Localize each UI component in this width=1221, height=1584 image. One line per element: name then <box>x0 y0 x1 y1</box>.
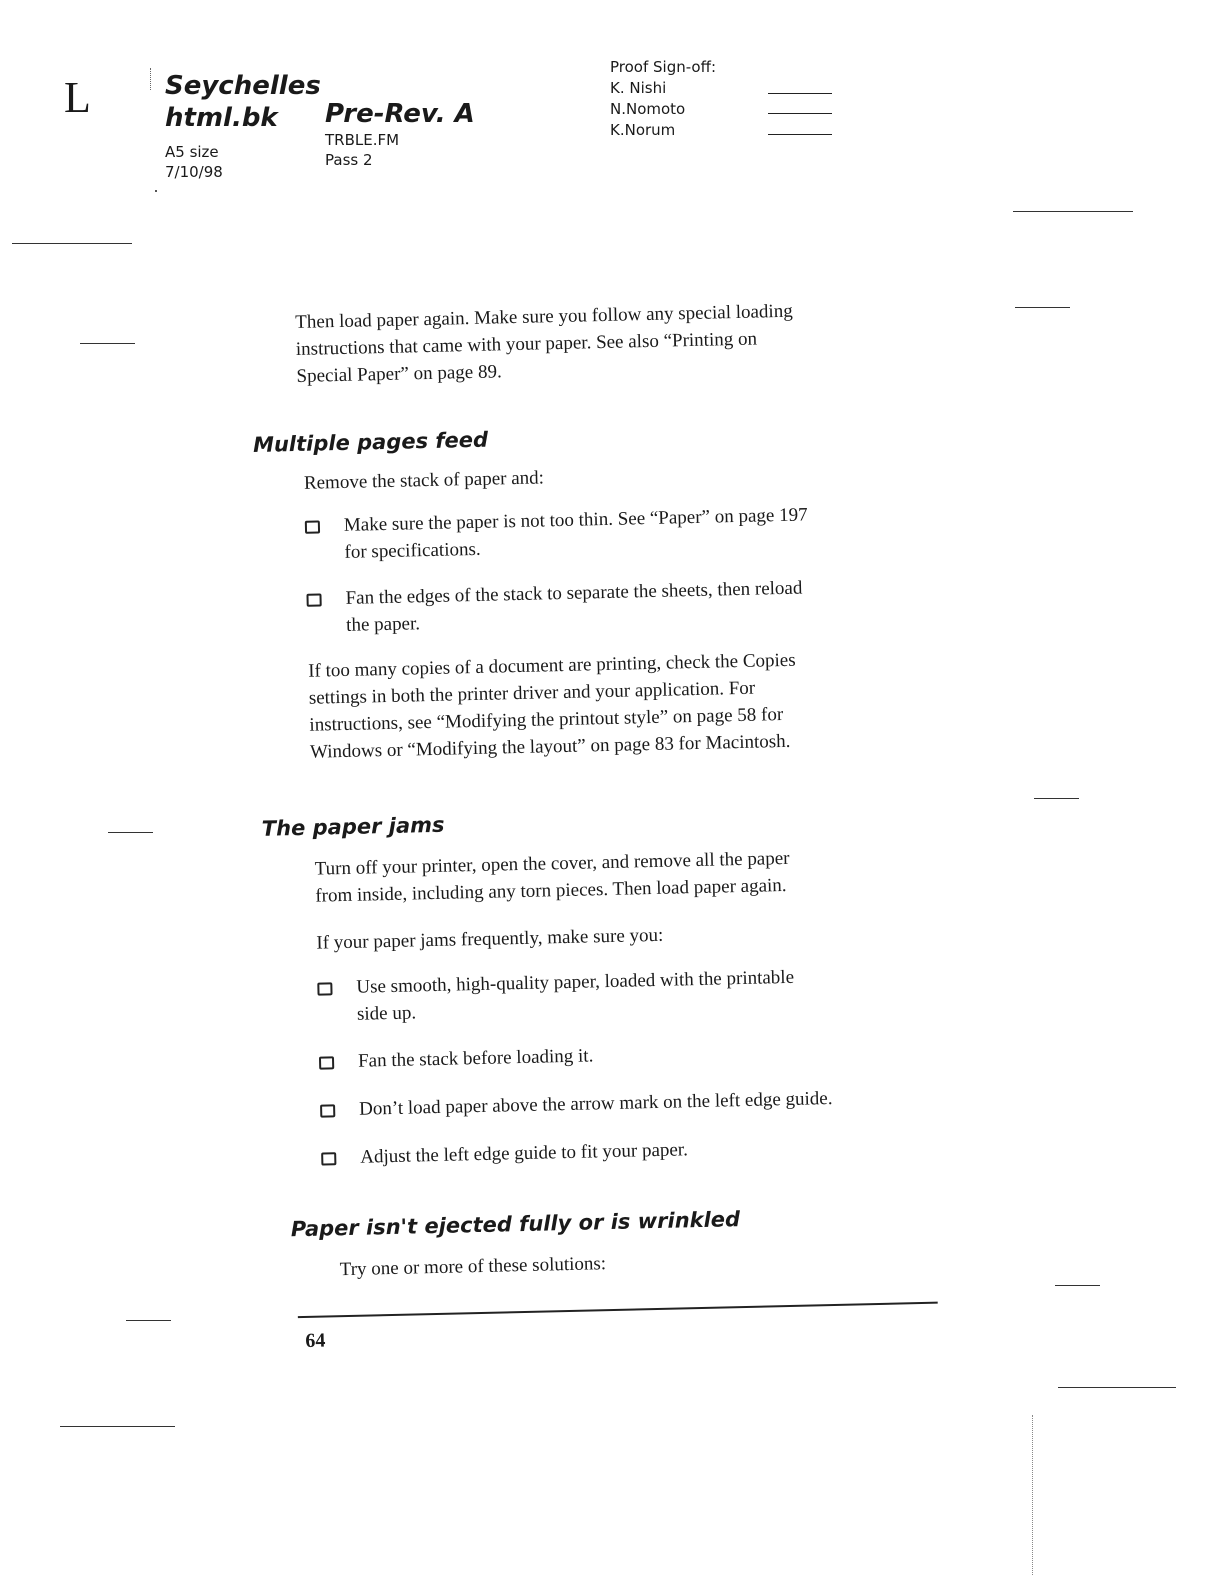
checkbox-bullet-icon <box>306 593 321 606</box>
dotted-mark <box>150 68 152 90</box>
margin-mark <box>60 1426 175 1427</box>
signoff-line-2 <box>768 113 832 114</box>
proof-signoff <box>610 57 716 141</box>
date: 7/10/98 <box>165 163 223 181</box>
page-number: 64 <box>305 1329 326 1353</box>
page-size: A5 size <box>165 143 219 161</box>
bullet-text: Fan the edges of the stack to separate the sheets, then reload <box>345 577 803 609</box>
signoff-line-1 <box>768 93 832 94</box>
paragraph-line: settings in both the printer driver and your application. For <box>308 677 756 709</box>
section1-lead: Remove the stack of paper and: <box>303 467 545 494</box>
file-name: TRBLE.FM <box>325 131 400 149</box>
paragraph-line: instructions, see “Modifying the printout style” on page 58 for <box>309 704 784 736</box>
bullet-text: Adjust the left edge guide to fit your paper. <box>360 1139 689 1168</box>
book-title-line2: html.bk <box>165 103 278 133</box>
intro-line-1: Then load paper again. Make sure you follow any special loading <box>295 300 793 333</box>
checkbox-bullet-icon <box>319 1056 334 1069</box>
section-heading-paper-jams: The paper jams <box>261 812 445 841</box>
intro-line-2: instructions that came with your paper. See also “Printing on <box>295 328 758 360</box>
signoff-name-3: K.Norum <box>610 121 676 139</box>
bullet-text: the paper. <box>345 613 421 636</box>
section-heading-paper-ejected: Paper isn't ejected fully or is wrinkled <box>290 1207 741 1242</box>
section3-lead: Try one or more of these solutions: <box>339 1253 607 1281</box>
signoff-label: Proof Sign-off: <box>610 58 716 76</box>
corner-letter: L <box>64 73 91 122</box>
checkbox-bullet-icon <box>317 982 332 995</box>
signoff-line-3 <box>768 134 832 135</box>
paragraph-line: Windows or “Modifying the layout” on page 83 for Macintosh. <box>309 730 791 763</box>
bullet-item <box>320 1082 948 1123</box>
paragraph-line: Turn off your printer, open the cover, and remove all the paper <box>314 847 790 880</box>
bullet-text: Fan the stack before loading it. <box>357 1045 594 1072</box>
bullet-text: Don’t load paper above the arrow mark on the left edge guide. <box>358 1087 833 1120</box>
dot-mark <box>155 190 157 192</box>
signoff-name-2: N.Nomoto <box>610 100 686 118</box>
book-title <box>165 70 321 182</box>
bullet-item <box>321 1130 949 1171</box>
bullet-text: side up. <box>356 1002 417 1025</box>
margin-mark <box>1015 307 1070 308</box>
page-content <box>250 295 954 1354</box>
margin-mark <box>80 343 135 344</box>
margin-mark <box>12 243 132 244</box>
paragraph-line: If too many copies of a document are printing, check the Copies <box>307 649 796 682</box>
signoff-name-1: K. Nishi <box>610 79 667 97</box>
checkbox-bullet-icon <box>321 1152 336 1165</box>
section-heading-multiple-pages: Multiple pages feed <box>252 427 489 457</box>
margin-mark-vertical <box>1032 1415 1034 1575</box>
revision-block <box>325 98 475 170</box>
paper-jams-paragraph <box>314 841 943 909</box>
intro-line-3: Special Paper” on page 89. <box>296 361 502 387</box>
margin-mark <box>1034 798 1079 799</box>
bullet-item <box>306 572 937 640</box>
revision: Pre-Rev. A <box>325 99 475 129</box>
pass: Pass 2 <box>325 151 373 169</box>
bullet-text: Make sure the paper is not too thin. See “Paper” on page 197 <box>343 504 808 536</box>
bullet-item <box>317 960 946 1028</box>
checkbox-bullet-icon <box>305 520 320 533</box>
margin-mark <box>108 832 153 833</box>
footer-rule <box>298 1302 938 1319</box>
bullet-item <box>305 499 936 567</box>
margin-mark <box>1058 1387 1176 1388</box>
intro-paragraph <box>250 295 932 391</box>
paragraph-line: from inside, including any torn pieces. Then load paper again. <box>315 874 787 907</box>
checkbox-bullet-icon <box>320 1104 335 1117</box>
bullet-item <box>319 1034 947 1075</box>
section2-lead: If your paper jams frequently, make sure you: <box>316 924 664 954</box>
margin-mark <box>1055 1285 1100 1286</box>
copies-paragraph <box>308 643 940 765</box>
margin-mark <box>1013 211 1133 212</box>
margin-mark <box>126 1320 171 1321</box>
book-title-line1: Seychelles <box>165 71 321 101</box>
bullet-text: Use smooth, high-quality paper, loaded with the printable <box>356 966 795 998</box>
bullet-text: for specifications. <box>344 538 481 563</box>
